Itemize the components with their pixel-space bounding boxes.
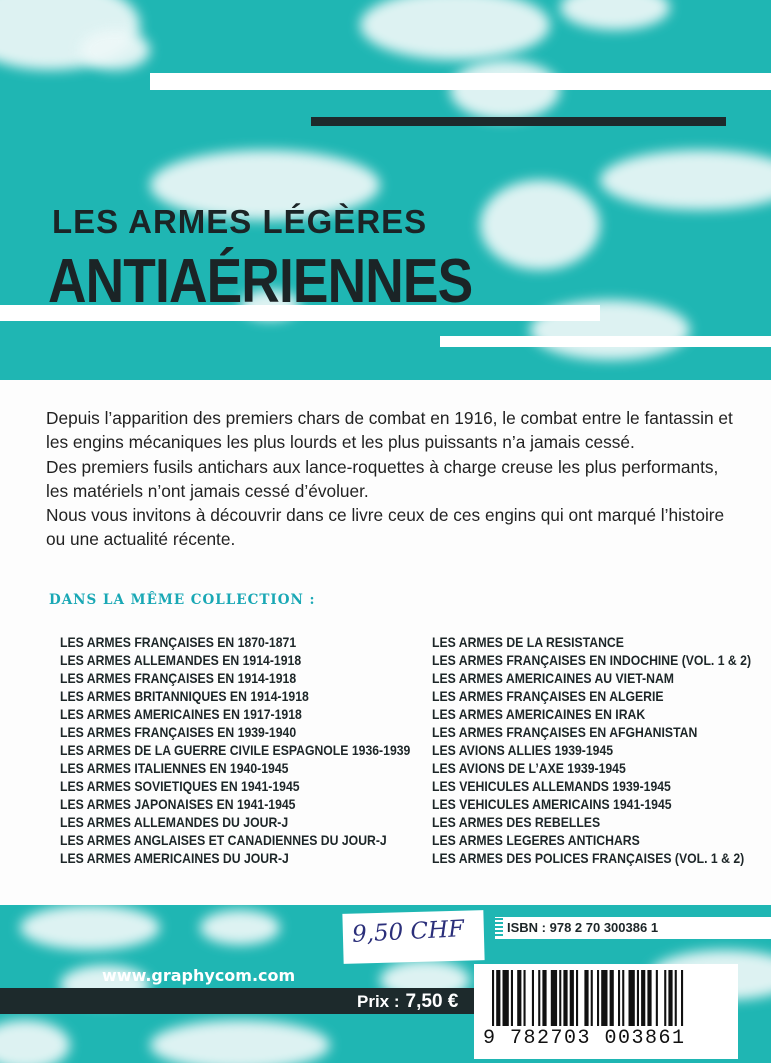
cloud-shape [150, 1020, 330, 1063]
list-item: LES ARMES AMERICAINES EN 1917-1918 [60, 707, 302, 722]
intro-paragraph: Des premiers fusils antichars aux lance-roquettes à charge creuse les plus performants, les matériels n’ont jamais cessé d’évoluer. [46, 456, 719, 501]
list-item: LES ARMES FRANÇAISES EN 1870-1871 [60, 635, 297, 650]
barcode-bar [610, 970, 614, 1026]
barcode-bar [597, 970, 599, 1026]
barcode-bar [618, 970, 620, 1026]
sticker-price: 9,50 CHF [351, 916, 465, 948]
list-item: LES ARMES SOVIETIQUES EN 1941-1945 [60, 779, 300, 794]
collection-list-left [60, 634, 449, 868]
barcode-bar [532, 970, 534, 1026]
white-stripe [150, 73, 771, 90]
list-item: LES VEHICULES ALLEMANDS 1939-1945 [432, 779, 671, 794]
price-label: Prix : [357, 992, 400, 1011]
list-item: LES ARMES LEGERES ANTICHARS [432, 833, 640, 848]
list-item: LES ARMES FRANÇAISES EN INDOCHINE (VOL. 1 & 2) [432, 653, 752, 668]
cloud-shape [480, 180, 600, 270]
price-value: 7,50 € [405, 991, 459, 1012]
barcode-bar [492, 970, 494, 1026]
list-item: LES ARMES DE LA GUERRE CIVILE ESPAGNOLE 1936-1939 [60, 743, 411, 758]
sky-background [0, 0, 771, 380]
barcode-bar [591, 970, 593, 1026]
cloud-shape [600, 150, 771, 210]
list-item: LES VEHICULES AMERICAINS 1941-1945 [432, 797, 672, 812]
list-item: LES ARMES AMERICAINES EN IRAK [432, 707, 646, 722]
cloud-shape [200, 910, 280, 945]
barcode-bar [629, 970, 635, 1026]
intro-text [46, 406, 736, 552]
list-item: LES ARMES AMERICAINES DU JOUR-J [60, 851, 289, 866]
cloud-shape [0, 1020, 70, 1063]
white-stripe [440, 336, 771, 347]
list-item: LES ARMES ANGLAISES ET CANADIENNES DU JOUR-J [60, 833, 387, 848]
isbn-text: ISBN : 978 2 70 300386 1 [507, 920, 659, 935]
collection-list-right [432, 634, 771, 868]
barcode-bar [584, 970, 588, 1026]
barcode-bar [570, 970, 574, 1026]
list-item: LES ARMES JAPONAISES EN 1941-1945 [60, 797, 296, 812]
book-title-line2: ANTIAÉRIENNES [48, 247, 473, 316]
list-item: LES ARMES DE LA RESISTANCE [432, 635, 624, 650]
list-item: LES AVIONS ALLIES 1939-1945 [432, 743, 614, 758]
list-item: LES ARMES AMERICAINES AU VIET-NAM [432, 671, 674, 686]
barcode-bar [656, 970, 658, 1026]
book-title-line1: LES ARMES LÉGÈRES [52, 203, 428, 240]
barcode-bar [542, 970, 546, 1026]
barcode-bar [601, 970, 607, 1026]
barcode-bar [668, 970, 672, 1026]
list-item: LES ARMES FRANÇAISES EN AFGHANISTAN [432, 725, 698, 740]
cloud-shape [560, 0, 670, 30]
barcode-bar [641, 970, 645, 1026]
barcode-bar [551, 970, 557, 1026]
barcode-bar [681, 970, 683, 1026]
list-item: LES ARMES ITALIENNES EN 1940-1945 [60, 761, 289, 776]
barcode-bar [637, 970, 639, 1026]
collection-heading: DANS LA MÊME COLLECTION : [49, 592, 316, 608]
price [357, 991, 458, 1013]
list-item: LES ARMES DES POLICES FRANÇAISES (VOL. 1 & 2) [432, 851, 745, 866]
barcode-bar [622, 970, 624, 1026]
barcode-bar [517, 970, 521, 1026]
intro-paragraph: Nous vous invitons à découvrir dans ce livre ceux de ces engins qui ont marqué l’histoire ou une actualité récente. [46, 505, 725, 550]
barcode-bar [511, 970, 513, 1026]
dark-stripe [311, 117, 726, 126]
intro-paragraph: Depuis l’apparition des premiers chars de combat en 1916, le combat entre le fantassin et les engins mécaniques les plus lourds et les plus puissants n’a jamais cessé. [46, 408, 733, 453]
barcode-bar [675, 970, 677, 1026]
barcode-bar [538, 970, 540, 1026]
list-item: LES ARMES ALLEMANDES DU JOUR-J [60, 815, 289, 830]
isbn-stripes [495, 918, 503, 938]
list-item: LES ARMES BRITANNIQUES EN 1914-1918 [60, 689, 309, 704]
list-item: LES ARMES FRANÇAISES EN 1939-1940 [60, 725, 297, 740]
barcode-bar [647, 970, 651, 1026]
barcode-bar [524, 970, 526, 1026]
list-item: LES ARMES FRANÇAISES EN ALGERIE [432, 689, 664, 704]
barcode-bar [559, 970, 561, 1026]
cloud-shape [80, 30, 150, 70]
barcode-bar [664, 970, 666, 1026]
list-item: LES ARMES ALLEMANDES EN 1914-1918 [60, 653, 302, 668]
barcode-number: 9 782703 003861 [483, 1027, 686, 1050]
cloud-shape [20, 905, 160, 950]
barcode-bar [496, 970, 500, 1026]
cloud-shape [450, 60, 560, 120]
list-item: LES AVIONS DE L’AXE 1939-1945 [432, 761, 626, 776]
list-item: LES ARMES DES REBELLES [432, 815, 601, 830]
cloud-shape [360, 0, 550, 60]
barcode-bar [563, 970, 567, 1026]
barcode-bar [576, 970, 578, 1026]
barcode-graphic [474, 964, 738, 1026]
list-item: LES ARMES FRANÇAISES EN 1914-1918 [60, 671, 297, 686]
barcode-bar [503, 970, 509, 1026]
website-url: www.graphycom.com [102, 966, 296, 985]
